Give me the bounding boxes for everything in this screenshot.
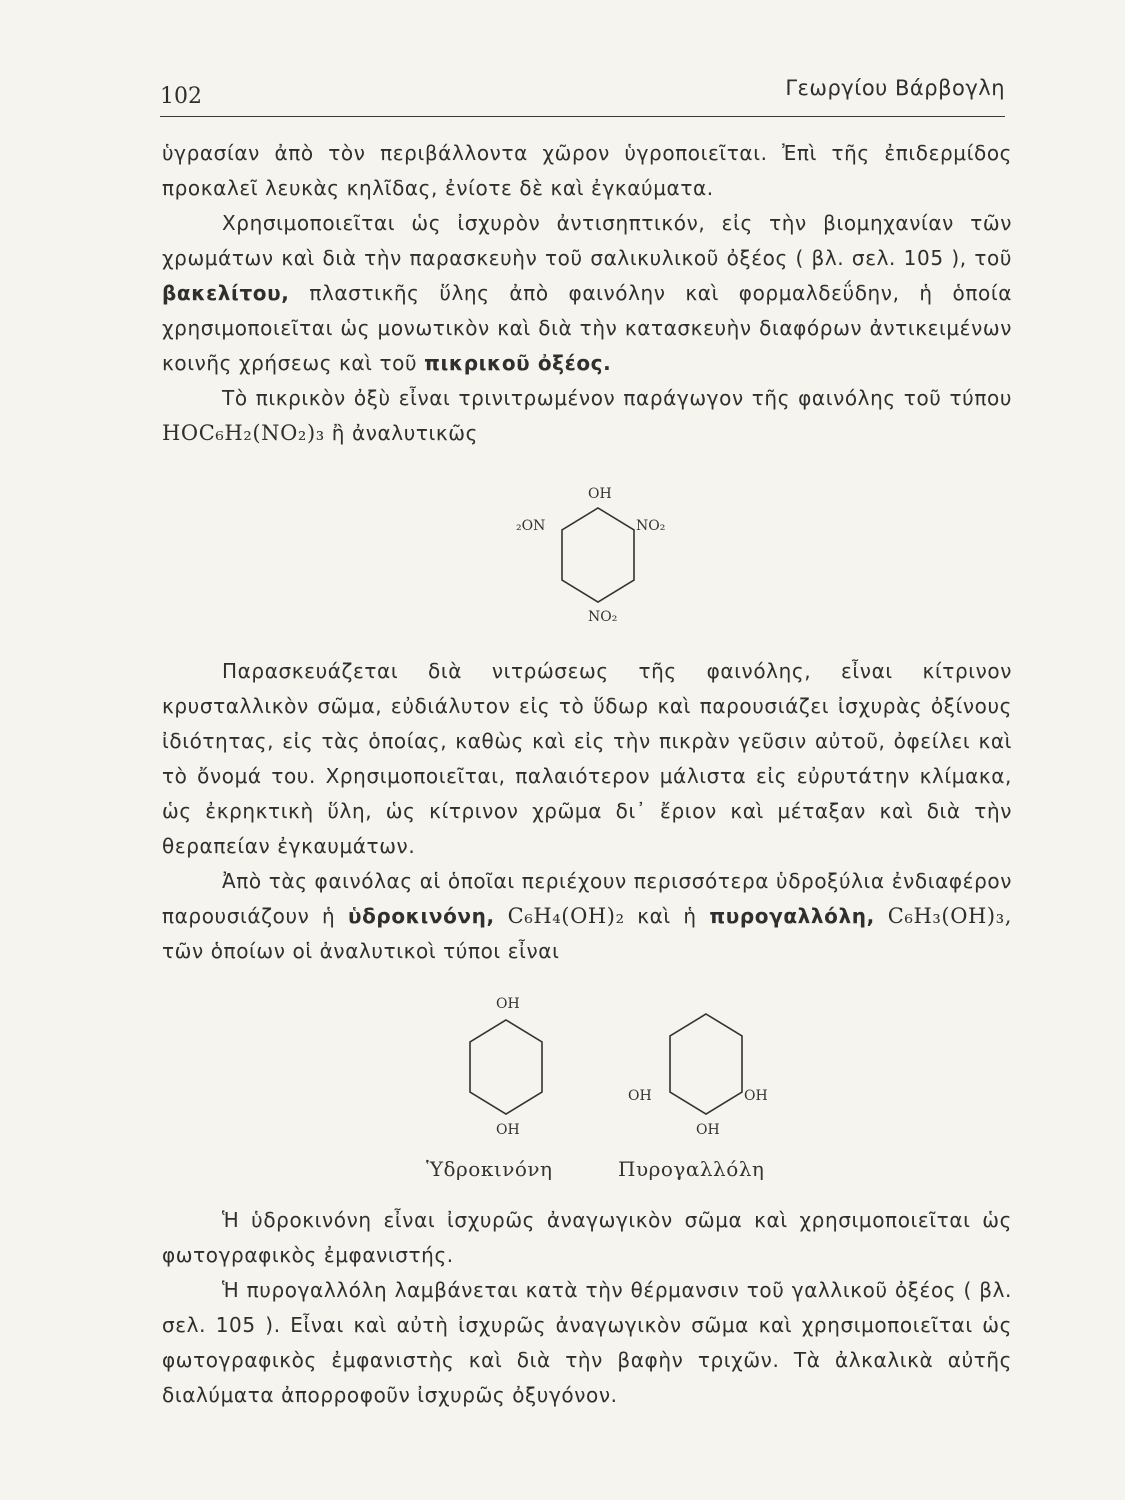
page-header <box>160 72 1005 112</box>
paragraph-6: Ἡ ὑδροκινόνη εἶναι ἰσχυρῶς ἀναγωγικὸν σῶμα καὶ χρησιμοποιεῖται ὡς φωτογραφικὸς ἐμφανιστής. <box>162 1208 1012 1267</box>
pyrogallol-structure <box>620 992 820 1142</box>
formula-picric: HOC₆H₂(NO₂)₃ <box>162 421 325 445</box>
term-hydroquinone: ὑδροκινόνη, <box>347 904 495 928</box>
paragraph-3-text-b: ἢ ἀναλυτικῶς <box>324 421 478 445</box>
bottom-oh-label: OH <box>496 1122 520 1138</box>
structure-captions <box>420 1148 920 1188</box>
top-oh-label: OH <box>496 996 520 1012</box>
text-block-middle <box>162 654 1012 969</box>
picric-acid-structure <box>508 484 708 634</box>
caption-hydroquinone: Ὑδροκινόνη <box>426 1157 553 1181</box>
formula-pyrogallol: C₆H₃(OH)₃, <box>874 904 1013 928</box>
page-number: 102 <box>160 84 202 109</box>
benzene-ring <box>562 508 634 602</box>
hydroquinone-structure <box>430 992 590 1142</box>
term-pyrogallol: πυρογαλλόλη, <box>709 904 875 928</box>
paragraph-3-text-a: Τὸ πικρικὸν ὀξὺ εἶναι τρινιτρωμένον παράγωγον τῆς φαινόλης τοῦ τύπου <box>222 386 1012 410</box>
left-oh-label: OH <box>628 1088 652 1104</box>
benzene-ring <box>470 1020 542 1114</box>
text-block-top <box>162 136 1012 451</box>
bottom-no2-label: NO₂ <box>588 609 618 625</box>
paragraph-5-text-c: τῶν ὁποίων οἱ ἀναλυτικοὶ τύποι εἶναι <box>162 939 560 963</box>
caption-pyrogallol: Πυρογαλλόλη <box>618 1157 765 1181</box>
bottom-oh-label: OH <box>696 1122 720 1138</box>
text-block-bottom <box>162 1203 1012 1413</box>
left-no2-label: ₂ON <box>516 518 546 534</box>
paragraph-2 <box>162 206 1012 381</box>
right-no2-label: NO₂ <box>636 518 666 534</box>
running-head: Γεωργίου Βάρβογλη <box>785 76 1005 100</box>
paragraph-3 <box>162 381 1012 451</box>
oh-label: OH <box>588 486 612 502</box>
benzene-ring <box>670 1014 742 1114</box>
term-bakelite: βακελίτου, <box>162 281 290 305</box>
paragraph-7: Ἡ πυρογαλλόλη λαμβάνεται κατὰ τὴν θέρμανσιν τοῦ γαλλικοῦ ὀξέος ( βλ. σελ. 105 ). Εἶναι καὶ αὐτὴ ἰσχυρῶς ἀναγωγικὸν σῶμα καὶ χρησιμοποιεῖται ὡς φωτογραφικὸς ἐμφανιστὴς καὶ διὰ τὴν βαφὴν τριχῶν. Τὰ ἀλκαλικὰ αὐτῆς διαλύματα ἀπορροφοῦν ἰσχυρῶς ὀξυγόνον. <box>162 1278 1012 1407</box>
paragraph-2-text-a: Χρησιμοποιεῖται ὡς ἰσχυρὸν ἀντισηπτικόν, εἰς τὴν βιομηχανίαν τῶν χρωμάτων καὶ διὰ τὴν παρασκευὴν τοῦ σαλικυλικοῦ ὀξέος ( βλ. σελ. 105 ), τοῦ <box>162 211 1012 270</box>
paragraph-2-text-b: πλαστικῆς ὕλης ἀπὸ φαινόλην καὶ φορμαλδεΰδην, ἡ ὁποία χρησιμοποιεῖται ὡς μονωτικὸν καὶ διὰ τὴν κατασκευὴν διαφόρων ἀντικειμένων κοινῆς χρήσεως καὶ τοῦ <box>162 281 1012 375</box>
header-rule <box>160 116 1005 117</box>
paragraph-5-text-b: καὶ ἡ <box>624 904 710 928</box>
formula-hydroquinone: C₆H₄(OH)₂ <box>494 904 625 928</box>
paragraph-5-text-a: Ἀπὸ τὰς φαινόλας αἱ ὁποῖαι περιέχουν περισσότερα ὑδροξύλια ἐνδιαφέρον παρουσιάζουν ἡ <box>162 869 1012 928</box>
term-picric-acid: πικρικοῦ ὀξέος. <box>424 351 612 375</box>
paragraph-4: Παρασκευάζεται διὰ νιτρώσεως τῆς φαινόλης, εἶναι κίτρινον κρυσταλλικὸν σῶμα, εὐδιάλυτον εἰς τὸ ὕδωρ καὶ παρουσιάζει ἰσχυρὰς ὀξίνους ἰδιότητας, εἰς τὰς ὁποίας, καθὼς καὶ εἰς τὴν πικρὰν γεῦσιν αὐτοῦ, ὀφείλει καὶ τὸ ὄνομά του. Χρησιμοποιεῖται, παλαιότερον μάλιστα εἰς εὐρυτάτην κλίμακα, ὡς ἐκρηκτικὴ ὕλη, ὡς κίτρινον χρῶμα δι᾽ ἔριον καὶ μέταξαν καὶ διὰ τὴν θεραπείαν ἐγκαυμάτων. <box>162 659 1012 858</box>
right-oh-label: OH <box>744 1088 768 1104</box>
paragraph-5 <box>162 864 1012 969</box>
paragraph-1: ὑγρασίαν ἀπὸ τὸν περιβάλλοντα χῶρον ὑγροποιεῖται. Ἐπὶ τῆς ἐπιδερμίδος προκαλεῖ λευκὰς κηλῖδας, ἐνίοτε δὲ καὶ ἐγκαύματα. <box>162 141 1012 200</box>
